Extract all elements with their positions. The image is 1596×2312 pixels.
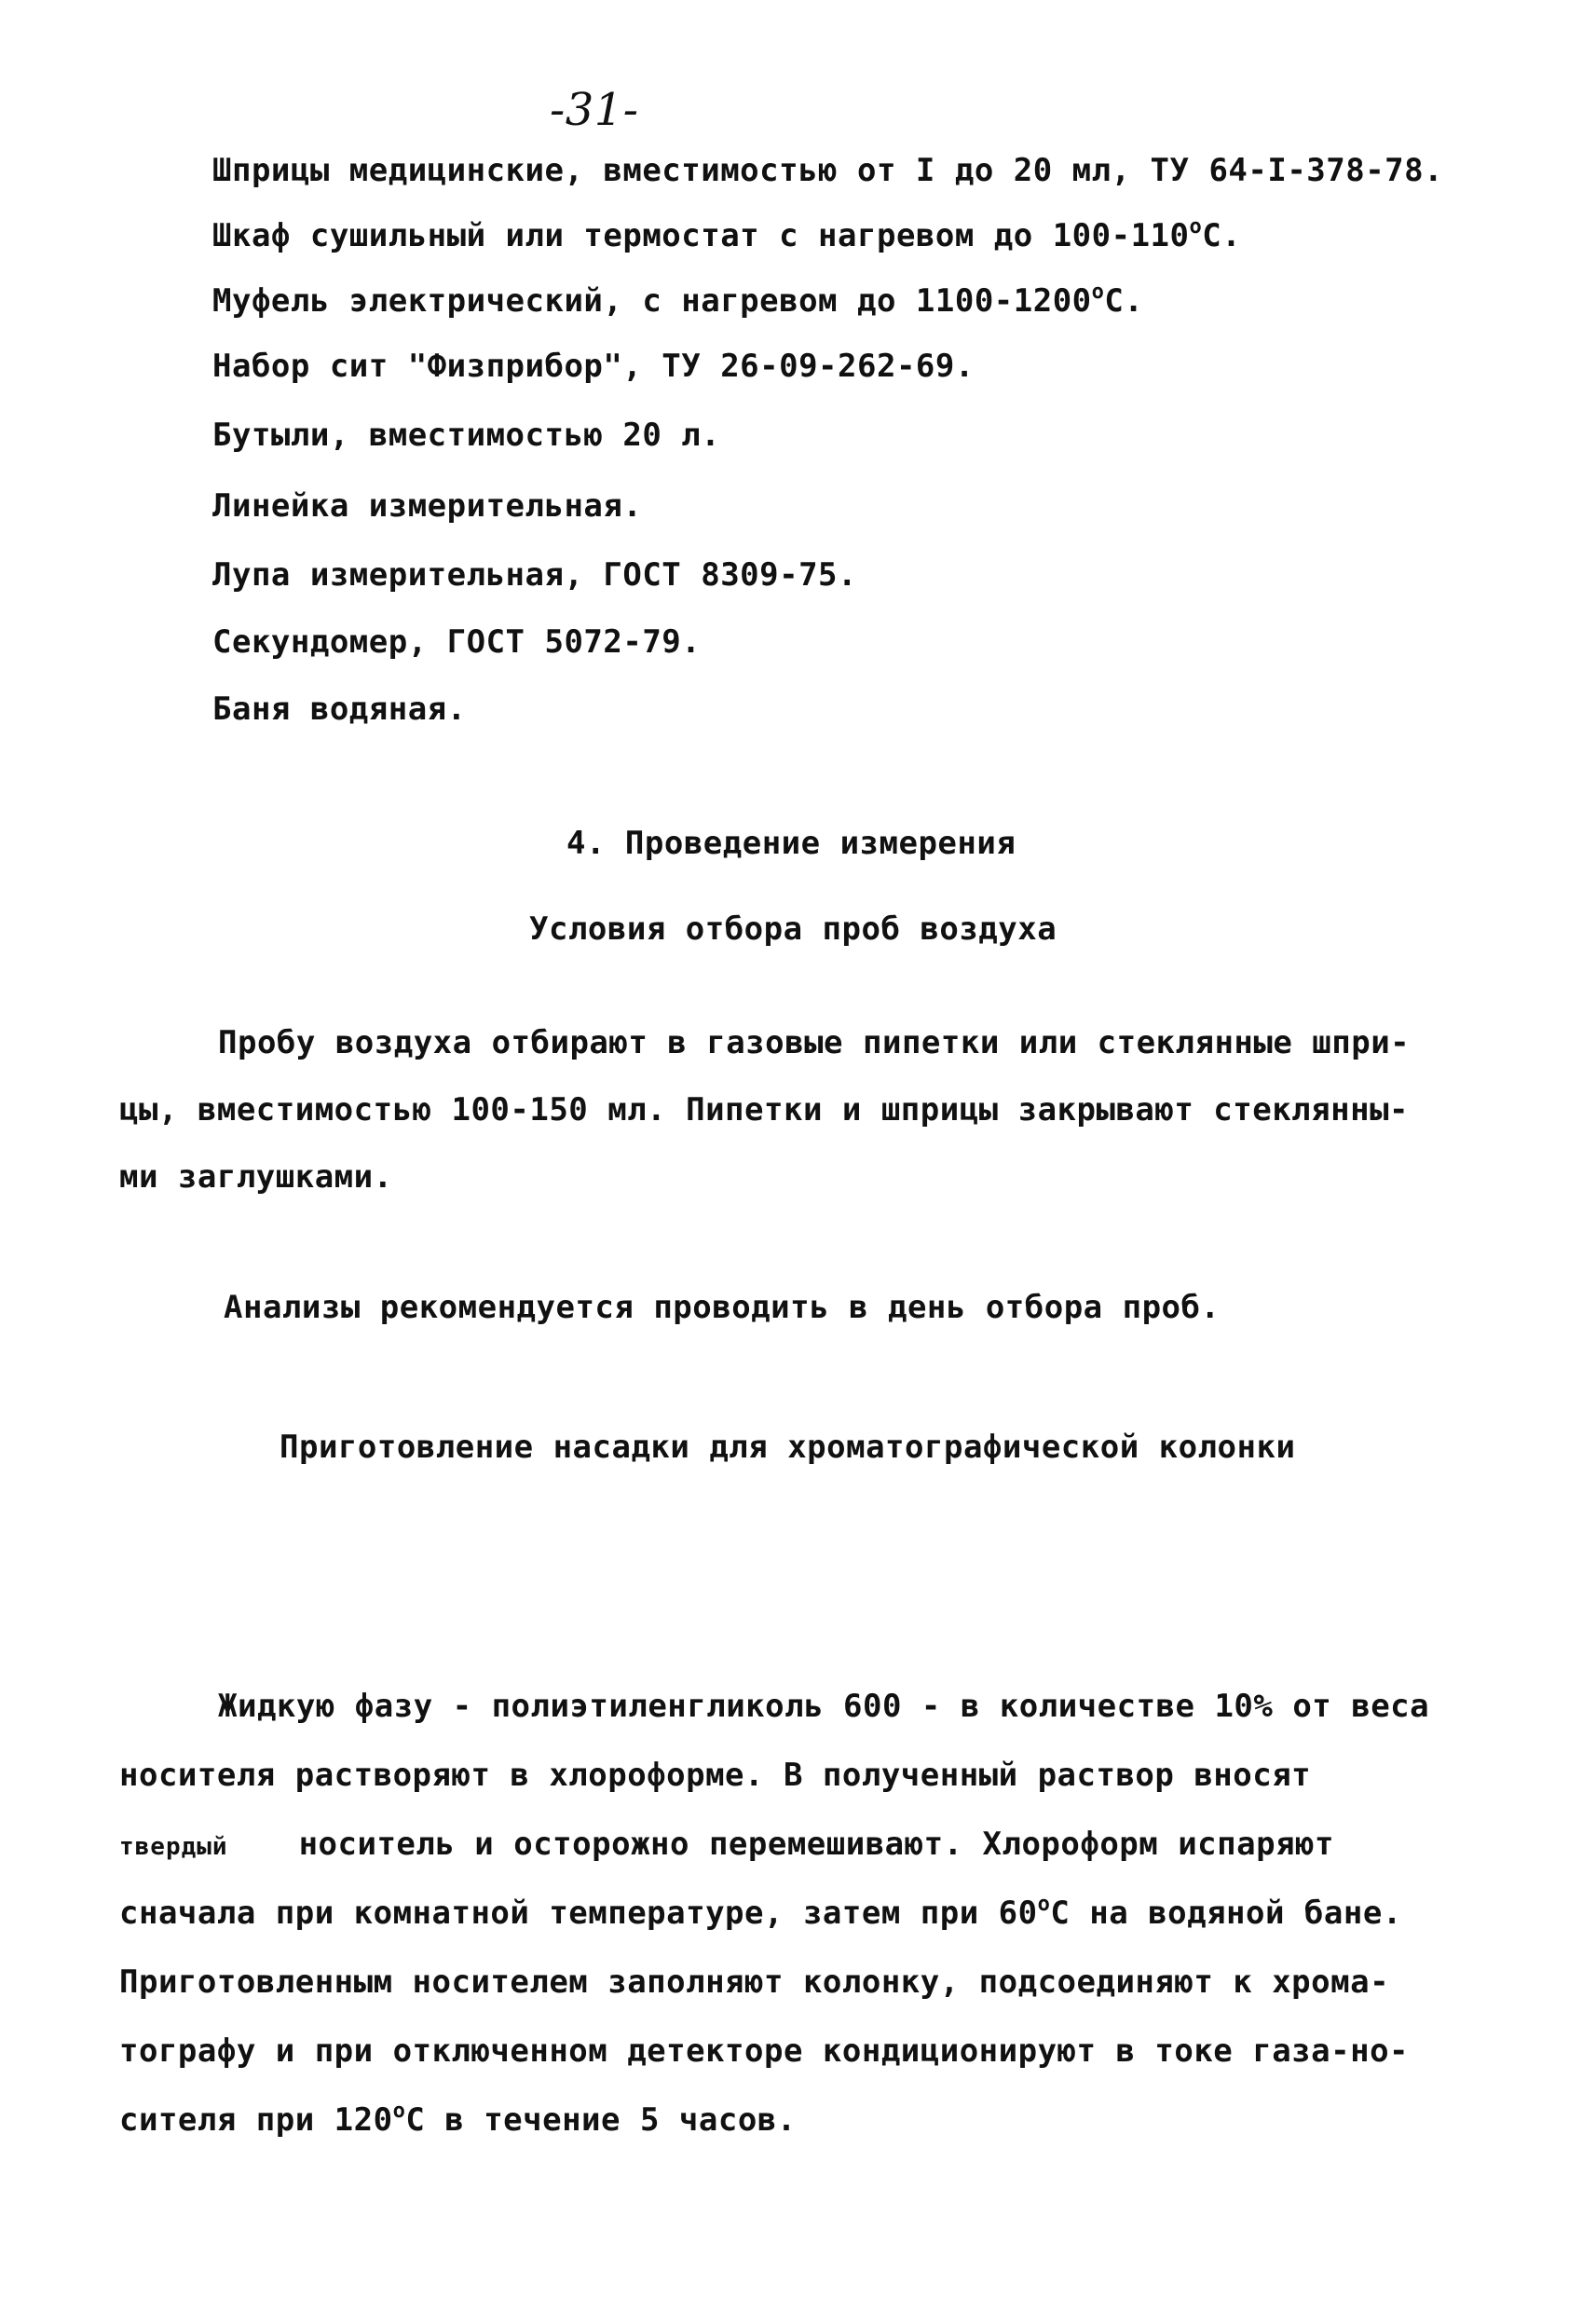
subheading-sampling: Условия отбора проб воздуха bbox=[529, 910, 1057, 948]
paragraph-line: цы, вместимостью 100-150 мл. Пипетки и шприцы закрывают стеклянны- bbox=[119, 1091, 1410, 1129]
equipment-item bbox=[212, 487, 643, 525]
equipment-item-text: Баня водяная. bbox=[212, 691, 467, 728]
inserted-word: твердый bbox=[119, 1833, 228, 1861]
equipment-item-text: Линейка измерительная. bbox=[212, 487, 643, 525]
equipment-item-text: Секундомер, ГОСТ 5072-79. bbox=[212, 623, 702, 661]
unit-text: С. bbox=[1202, 217, 1242, 254]
paragraph-line bbox=[119, 1826, 1334, 1863]
paragraph-text: С на водяной бане. bbox=[1050, 1895, 1402, 1932]
paragraph-text: сначала при комнатной температуре, затем при 60 bbox=[119, 1895, 1038, 1932]
equipment-item-text: Бутыли, вместимостью 20 л. bbox=[212, 417, 721, 454]
paragraph-line: носителя растворяют в хлороформе. В полученный раствор вносят bbox=[119, 1757, 1312, 1794]
equipment-item bbox=[212, 348, 975, 385]
equipment-item bbox=[212, 152, 1444, 189]
equipment-item-text: Муфель электрический, с нагревом до 1100-1200 bbox=[212, 282, 1092, 320]
section-heading: 4. Проведение измерения bbox=[566, 825, 1016, 862]
equipment-item bbox=[212, 691, 467, 728]
equipment-item-text: Набор сит "Физприбор", ТУ 26-09-262-69. bbox=[212, 348, 975, 385]
paragraph-text: сителя при 120 bbox=[119, 2101, 393, 2139]
equipment-item bbox=[212, 623, 702, 661]
degree-sign: o bbox=[1189, 215, 1203, 239]
paragraph-line: Приготовленным носителем заполняют колонку, подсоединяют к хрома- bbox=[119, 1963, 1390, 2001]
degree-sign: o bbox=[1037, 1893, 1051, 1916]
paragraph-line bbox=[119, 1893, 1402, 1932]
degree-sign: o bbox=[1091, 280, 1105, 304]
equipment-item-text: Шприцы медицинские, вместимостью от I до 20 мл, ТУ 64-I-378-78. bbox=[212, 152, 1444, 189]
paragraph-line: тографу и при отключенном детекторе кондиционируют в токе газа-но- bbox=[119, 2032, 1410, 2070]
degree-sign: o bbox=[392, 2100, 406, 2123]
equipment-item bbox=[212, 417, 721, 454]
equipment-item bbox=[212, 215, 1242, 254]
page-number: -31- bbox=[550, 84, 639, 136]
paragraph-line: Жидкую фазу - полиэтиленгликоль 600 - в количестве 10% от веса bbox=[218, 1688, 1430, 1725]
paragraph-line: ми заглушками. bbox=[119, 1158, 393, 1196]
paragraph-line bbox=[119, 2100, 797, 2139]
paragraph-line: Пробу воздуха отбирают в газовые пипетки или стеклянные шпри- bbox=[218, 1024, 1411, 1061]
equipment-item-text: Лупа измерительная, ГОСТ 8309-75. bbox=[212, 556, 858, 594]
analysis-note: Анализы рекомендуется проводить в день отбора проб. bbox=[224, 1289, 1221, 1326]
equipment-item bbox=[212, 280, 1144, 320]
subheading-packing: Приготовление насадки для хроматографической колонки bbox=[280, 1429, 1296, 1466]
paragraph-text: С в течение 5 часов. bbox=[405, 2101, 797, 2139]
unit-text: С. bbox=[1104, 282, 1144, 320]
equipment-item bbox=[212, 556, 858, 594]
paragraph-text: носитель и осторожно перемешивают. Хлороформ испаряют bbox=[298, 1826, 1334, 1863]
equipment-item-text: Шкаф сушильный или термостат с нагревом до 100-110 bbox=[212, 217, 1190, 254]
